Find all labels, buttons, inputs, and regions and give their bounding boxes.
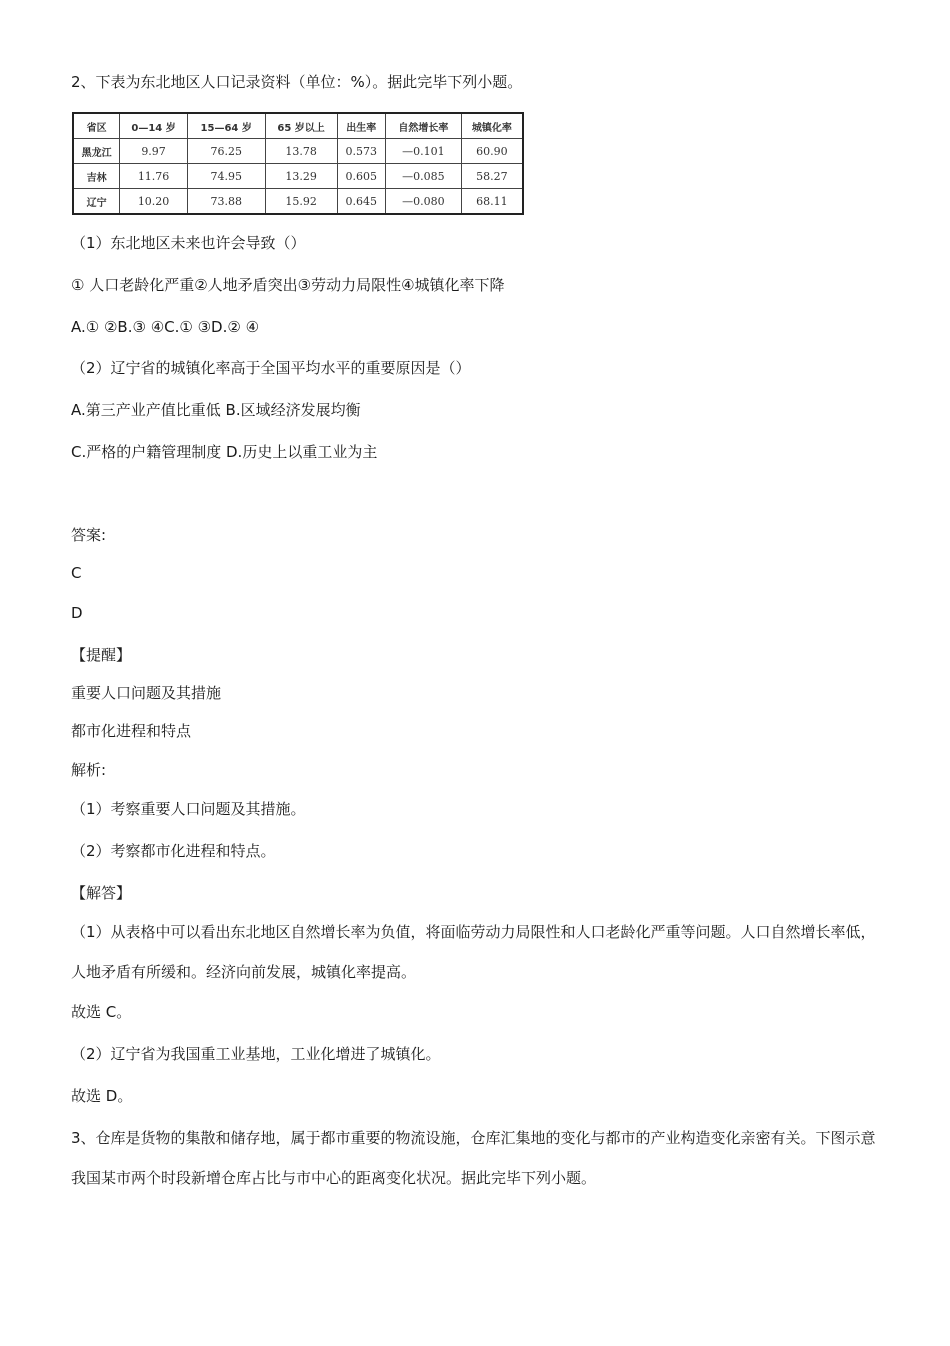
table-header: 自然增长率 xyxy=(385,113,461,139)
sub-question-1-options: A.① ②B.③ ④C.① ③D.② ④ xyxy=(71,318,260,336)
choose-d: 故选 D。 xyxy=(71,1087,133,1105)
sub-question-1: （1）东北地区未来也许会导致（） xyxy=(71,234,306,252)
solution-title: 【解答】 xyxy=(71,884,132,902)
solution-1: （1）从表格中可以看出东北地区自然增长率为负值，将面临劳动力局限性和人口老龄化严重等问题。人口自然增长率低，人地矛盾有所缓和。经济向前发展，城镇化率提高。 xyxy=(71,923,876,981)
table-cell: 76.25 xyxy=(187,139,265,164)
choose-c: 故选 C。 xyxy=(71,1003,132,1021)
table-header: 15—64 岁 xyxy=(187,113,265,139)
table-cell: —0.101 xyxy=(385,139,461,164)
hint-2: 都市化进程和特点 xyxy=(71,722,192,740)
population-table xyxy=(72,112,524,215)
table-cell: 0.605 xyxy=(337,164,385,189)
hint-1: 重要人口问题及其措施 xyxy=(71,684,222,702)
table-cell: 73.88 xyxy=(187,189,265,215)
table-header: 省区 xyxy=(73,113,120,139)
table-row xyxy=(73,189,523,215)
table-cell: 吉林 xyxy=(73,164,120,189)
sub-question-1-items: ① 人口老龄化严重②人地矛盾突出③劳动力局限性④城镇化率下降 xyxy=(71,276,505,294)
table-cell: 58.27 xyxy=(461,164,523,189)
sub-question-2: （2）辽宁省的城镇化率高于全国平均水平的重要原因是（） xyxy=(71,359,471,377)
table-cell: 9.97 xyxy=(120,139,187,164)
table-row xyxy=(73,139,523,164)
table-row xyxy=(73,164,523,189)
table-cell: 74.95 xyxy=(187,164,265,189)
answer-2: D xyxy=(71,604,83,622)
answer-1: C xyxy=(71,564,82,582)
answer-label: 答案: xyxy=(71,526,107,544)
table-cell: 60.90 xyxy=(461,139,523,164)
table-cell: 15.92 xyxy=(265,189,337,215)
table-cell: 0.573 xyxy=(337,139,385,164)
solution-2: （2）辽宁省为我国重工业基地，工业化增进了城镇化。 xyxy=(71,1045,441,1063)
analysis-1: （1）考察重要人口问题及其措施。 xyxy=(71,800,306,818)
table-cell: 0.645 xyxy=(337,189,385,215)
table-cell: 11.76 xyxy=(120,164,187,189)
table-header: 65 岁以上 xyxy=(265,113,337,139)
table-header: 0—14 岁 xyxy=(120,113,187,139)
table-header: 出生率 xyxy=(337,113,385,139)
table-cell: —0.080 xyxy=(385,189,461,215)
table-cell: 辽宁 xyxy=(73,189,120,215)
table-cell: 13.78 xyxy=(265,139,337,164)
question-2-stem: 2、下表为东北地区人口记录资料（单位：%）。据此完毕下列小题。 xyxy=(71,73,523,91)
sub-question-2-options-ab: A.第三产业产值比重低 B.区域经济发展均衡 xyxy=(71,401,361,419)
table-header: 城镇化率 xyxy=(461,113,523,139)
table-header-row xyxy=(73,113,523,139)
table-cell: 13.29 xyxy=(265,164,337,189)
analysis-label: 解析: xyxy=(71,761,107,779)
question-3-stem: 3、仓库是货物的集散和储存地，属于都市重要的物流设施，仓库汇集地的变化与都市的产业构造变化亲密有关。下图示意我国某市两个时段新增仓库占比与市中心的距离变化状况。据此完毕下列小题。 xyxy=(71,1129,876,1187)
table-cell: 68.11 xyxy=(461,189,523,215)
table-cell: —0.085 xyxy=(385,164,461,189)
table-cell: 黑龙江 xyxy=(73,139,120,164)
analysis-2: （2）考察都市化进程和特点。 xyxy=(71,842,276,860)
table-cell: 10.20 xyxy=(120,189,187,215)
hint-title: 【提醒】 xyxy=(71,646,132,664)
sub-question-2-options-cd: C.严格的户籍管理制度 D.历史上以重工业为主 xyxy=(71,443,378,461)
